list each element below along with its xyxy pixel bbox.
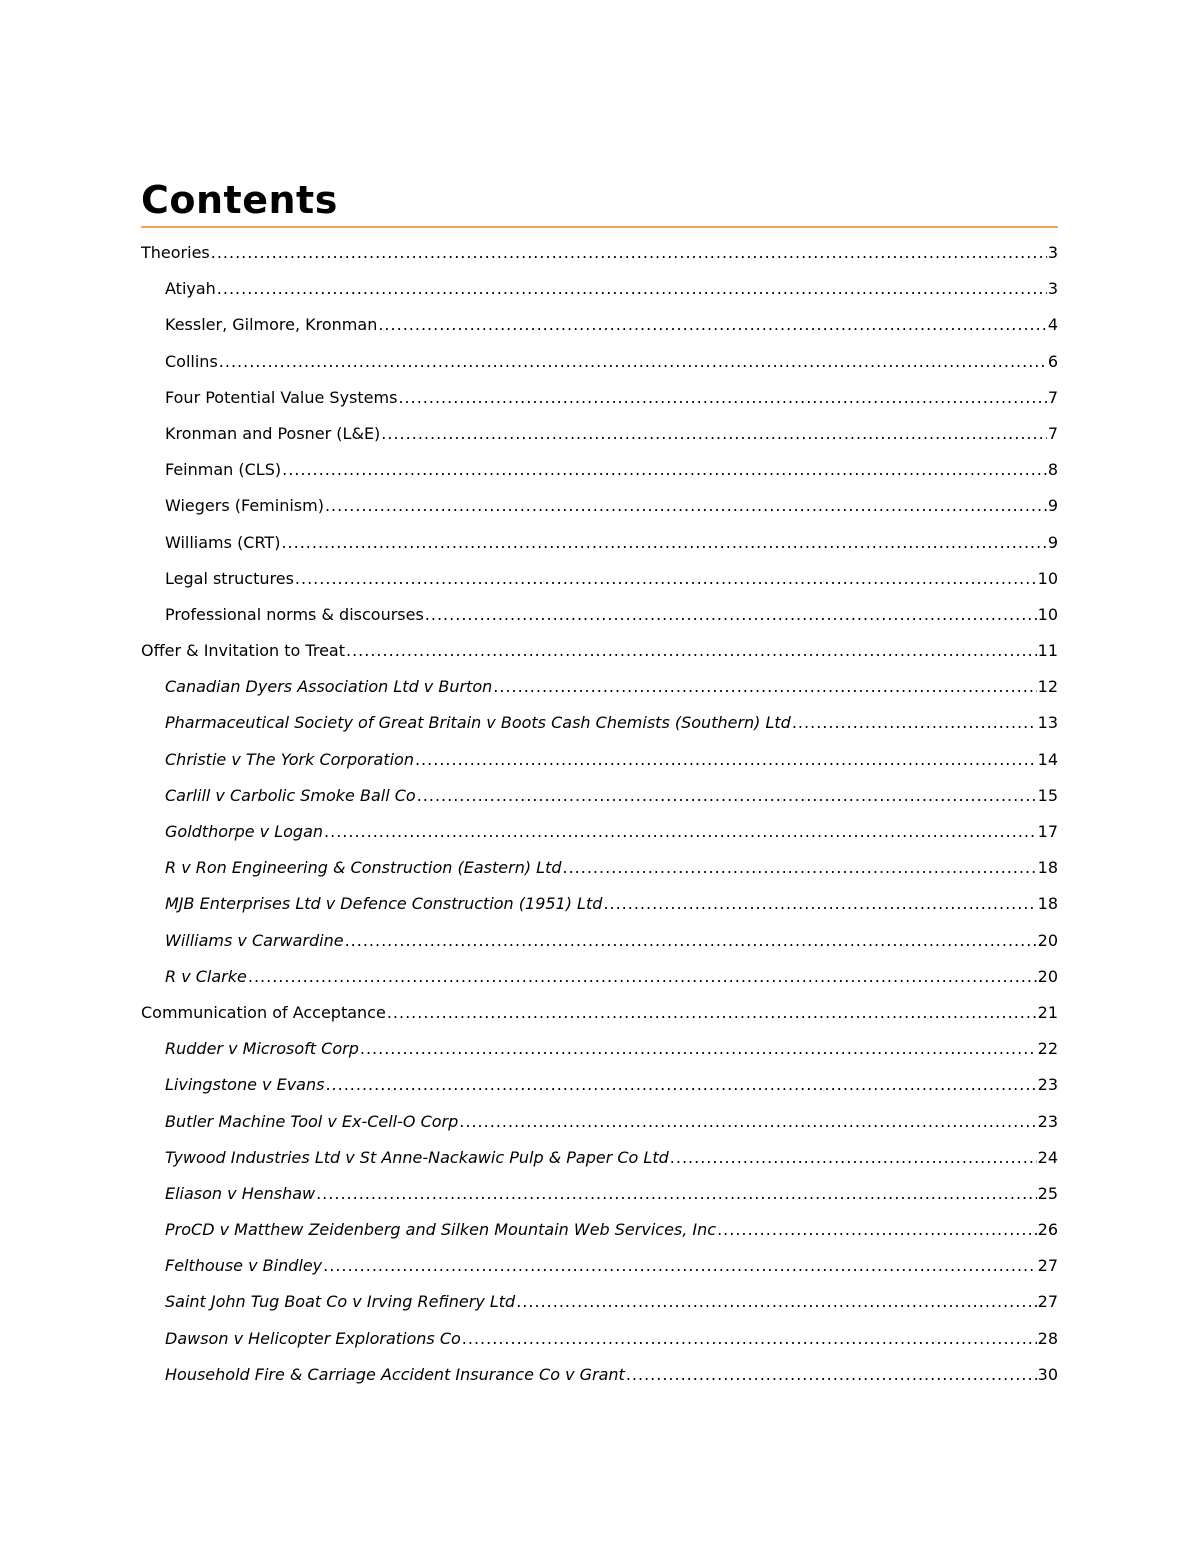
dot-leader [316, 1176, 1037, 1212]
toc-entry-label[interactable]: Collins [165, 351, 218, 371]
dot-leader [792, 705, 1037, 741]
toc-entry-label[interactable]: Butler Machine Tool v Ex-Cell-O Corp [165, 1111, 459, 1131]
toc-section-entry[interactable] [141, 995, 1058, 1031]
toc-page-number[interactable]: 10 [1037, 604, 1058, 624]
dot-leader [282, 452, 1047, 488]
toc-entry-label[interactable]: Offer & Invitation to Treat [141, 641, 345, 661]
toc-page-number[interactable]: 4 [1047, 315, 1058, 335]
toc-entry-label[interactable]: Kronman and Posner (L&E) [165, 423, 381, 443]
toc-page-number[interactable]: 20 [1037, 930, 1058, 950]
dot-leader [563, 850, 1037, 886]
toc-page-number[interactable]: 6 [1047, 351, 1058, 371]
toc-subsection-entry[interactable] [141, 959, 1058, 995]
toc-subsection-entry[interactable] [141, 1140, 1058, 1176]
dot-leader [415, 742, 1037, 778]
toc-entry-label[interactable]: Williams v Carwardine [165, 930, 344, 950]
toc-subsection-entry[interactable] [141, 1248, 1058, 1284]
toc-entry-label[interactable]: Communication of Acceptance [141, 1002, 386, 1022]
toc-subsection-entry[interactable] [141, 597, 1058, 633]
toc-subsection-entry[interactable] [141, 923, 1058, 959]
toc-subsection-entry[interactable] [141, 1284, 1058, 1320]
toc-page-number[interactable]: 23 [1037, 1111, 1058, 1131]
dot-leader [346, 633, 1037, 669]
toc-subsection-entry[interactable] [141, 488, 1058, 524]
toc-subsection-entry[interactable] [141, 1176, 1058, 1212]
toc-page-number[interactable]: 15 [1037, 785, 1058, 805]
toc-page-number[interactable]: 3 [1047, 243, 1058, 262]
toc-entry-label[interactable]: Christie v The York Corporation [165, 749, 414, 769]
toc-page-number[interactable]: 7 [1047, 423, 1058, 443]
toc-entry-label[interactable]: R v Clarke [165, 966, 247, 986]
toc-entry-label[interactable]: Household Fire & Carriage Accident Insurance Co v Grant [165, 1364, 625, 1384]
toc-page-number[interactable]: 13 [1037, 713, 1058, 733]
toc-entry-label[interactable]: Goldthorpe v Logan [165, 822, 324, 841]
toc-page-number[interactable]: 3 [1047, 279, 1058, 299]
toc-page-number[interactable]: 20 [1037, 966, 1058, 986]
dot-leader [281, 525, 1046, 561]
dot-leader [248, 959, 1037, 995]
toc-list [141, 235, 1058, 1393]
toc-entry-label[interactable]: Atiyah [165, 279, 216, 299]
title-underline [141, 226, 1058, 228]
toc-entry-label[interactable]: Legal structures [165, 568, 294, 588]
toc-entry-label[interactable]: Dawson v Helicopter Explorations Co [165, 1328, 461, 1348]
toc-page-number[interactable]: 18 [1037, 858, 1058, 878]
toc-page-number[interactable]: 9 [1047, 496, 1058, 516]
dot-leader [462, 1321, 1037, 1357]
dot-leader [295, 561, 1037, 597]
toc-entry-label[interactable]: Livingstone v Evans [165, 1075, 325, 1095]
dot-leader [493, 669, 1036, 705]
toc-subsection-entry[interactable] [141, 778, 1058, 814]
toc-subsection-entry[interactable] [141, 561, 1058, 597]
toc-subsection-entry[interactable] [141, 669, 1058, 705]
dot-leader [425, 597, 1037, 633]
toc-subsection-entry[interactable] [141, 307, 1058, 343]
toc-entry-label[interactable]: Pharmaceutical Society of Great Britain v Boots Cash Chemists (Southern) Ltd [165, 713, 791, 733]
toc-entry-label[interactable]: ProCD v Matthew Zeidenberg and Silken Mountain Web Services, Inc [165, 1220, 717, 1240]
toc-subsection-entry[interactable] [141, 1357, 1058, 1393]
dot-leader [217, 271, 1047, 307]
dot-leader [345, 923, 1037, 959]
dot-leader [516, 1284, 1036, 1320]
toc-page-number[interactable]: 24 [1037, 1147, 1058, 1167]
toc-subsection-entry[interactable] [141, 886, 1058, 922]
dot-leader [626, 1357, 1037, 1393]
dot-leader [325, 1067, 1036, 1103]
dot-leader [417, 778, 1037, 814]
dot-leader [459, 1104, 1036, 1140]
toc-subsection-entry[interactable] [141, 380, 1058, 416]
toc-subsection-entry[interactable] [141, 814, 1058, 850]
toc-entry-label[interactable]: Rudder v Microsoft Corp [165, 1039, 359, 1059]
toc-page-number[interactable]: 22 [1037, 1039, 1058, 1059]
toc-page-number[interactable]: 21 [1037, 1002, 1058, 1022]
toc-subsection-entry[interactable] [141, 1212, 1058, 1248]
toc-entry-label[interactable]: MJB Enterprises Ltd v Defence Construction (1951) Ltd [165, 894, 603, 914]
dot-leader [360, 1031, 1037, 1067]
dot-leader [381, 416, 1047, 452]
toc-entry-label[interactable]: Carlill v Carbolic Smoke Ball Co [165, 785, 416, 805]
toc-subsection-entry[interactable] [141, 525, 1058, 561]
dot-leader [219, 344, 1047, 380]
dot-leader [398, 380, 1046, 416]
toc-page-number[interactable]: 8 [1047, 460, 1058, 480]
document-page [141, 0, 1058, 1553]
toc-entry-label[interactable]: Wiegers (Feminism) [165, 496, 324, 516]
toc-entry-label[interactable]: Four Potential Value Systems [165, 387, 398, 407]
toc-page-number[interactable]: 23 [1037, 1075, 1058, 1095]
toc-entry-label[interactable]: Feinman (CLS) [165, 460, 282, 480]
dot-leader [717, 1212, 1037, 1248]
dot-leader [603, 886, 1036, 922]
dot-leader [670, 1140, 1037, 1176]
toc-subsection-entry[interactable] [141, 705, 1058, 741]
toc-page-number[interactable]: 7 [1047, 387, 1058, 407]
toc-section-entry[interactable] [141, 235, 1058, 271]
dot-leader [323, 1248, 1037, 1284]
toc-title: Contents [141, 178, 338, 222]
dot-leader [325, 488, 1047, 524]
toc-entry-label[interactable]: Eliason v Henshaw [165, 1183, 316, 1203]
toc-page-number[interactable]: 14 [1037, 749, 1058, 769]
toc-entry-label[interactable]: Canadian Dyers Association Ltd v Burton [165, 677, 493, 697]
toc-section-entry[interactable] [141, 633, 1058, 669]
toc-entry-label[interactable]: Williams (CRT) [165, 532, 281, 552]
dot-leader [324, 814, 1037, 850]
toc-entry-label[interactable]: Theories [141, 243, 210, 262]
toc-subsection-entry[interactable] [141, 1067, 1058, 1103]
toc-page-number[interactable]: 17 [1037, 822, 1058, 841]
toc-page-number[interactable]: 10 [1037, 568, 1058, 588]
dot-leader [378, 307, 1046, 343]
toc-subsection-entry[interactable] [141, 1104, 1058, 1140]
toc-page-number[interactable]: 27 [1037, 1256, 1058, 1276]
toc-page-number[interactable]: 28 [1037, 1328, 1058, 1348]
toc-entry-label[interactable]: R v Ron Engineering & Construction (Eastern) Ltd [165, 858, 562, 878]
toc-page-number[interactable]: 11 [1037, 641, 1058, 661]
dot-leader [211, 235, 1047, 271]
toc-subsection-entry[interactable] [141, 1321, 1058, 1357]
toc-entry-label[interactable]: Saint John Tug Boat Co v Irving Refinery Ltd [165, 1292, 516, 1312]
toc-subsection-entry[interactable] [141, 452, 1058, 488]
toc-entry-label[interactable]: Felthouse v Bindley [165, 1256, 323, 1276]
toc-subsection-entry[interactable] [141, 344, 1058, 380]
toc-entry-label[interactable]: Kessler, Gilmore, Kronman [165, 315, 378, 335]
toc-subsection-entry[interactable] [141, 416, 1058, 452]
toc-subsection-entry[interactable] [141, 850, 1058, 886]
toc-subsection-entry[interactable] [141, 742, 1058, 778]
toc-entry-label[interactable]: Tywood Industries Ltd v St Anne-Nackawic Pulp & Paper Co Ltd [165, 1147, 669, 1167]
toc-page-number[interactable]: 26 [1037, 1220, 1058, 1240]
dot-leader [387, 995, 1037, 1031]
toc-page-number[interactable]: 27 [1037, 1292, 1058, 1312]
toc-subsection-entry[interactable] [141, 271, 1058, 307]
toc-page-number[interactable]: 12 [1037, 677, 1058, 697]
toc-page-number[interactable]: 30 [1037, 1364, 1058, 1384]
toc-page-number[interactable]: 18 [1037, 894, 1058, 914]
toc-page-number[interactable]: 9 [1047, 532, 1058, 552]
toc-subsection-entry[interactable] [141, 1031, 1058, 1067]
toc-entry-label[interactable]: Professional norms & discourses [165, 604, 424, 624]
toc-page-number[interactable]: 25 [1037, 1183, 1058, 1203]
